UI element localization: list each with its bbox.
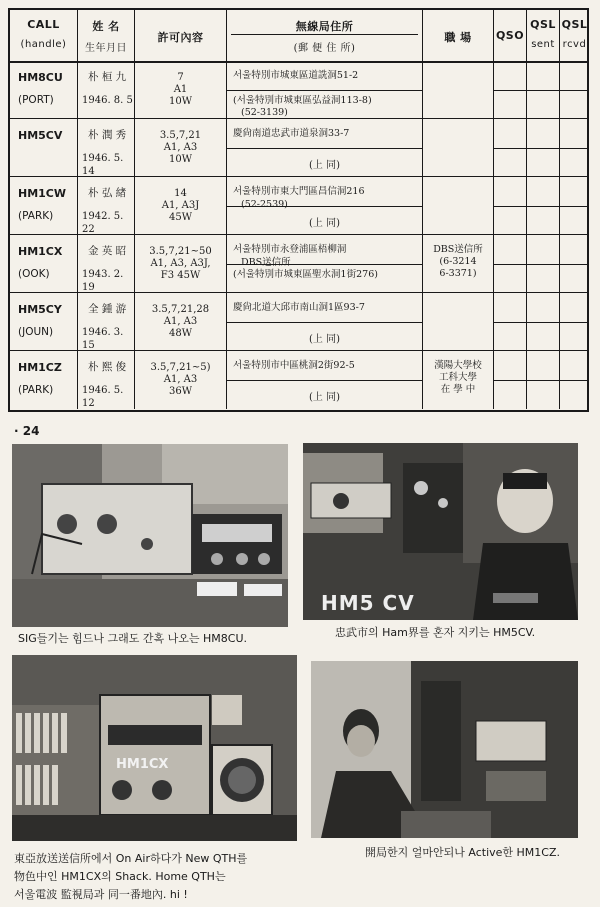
- permit-line: A1, A3: [163, 142, 198, 153]
- cell-work: [423, 119, 494, 176]
- permit-line: 36W: [168, 386, 192, 397]
- callsign: HM1CZ: [18, 361, 62, 374]
- birth-date: 1942. 5. 22: [82, 211, 124, 235]
- photo-hm1cz-operator: [311, 661, 578, 838]
- postal-address: (上 同): [309, 392, 340, 403]
- birth-date: 1946. 5. 14: [82, 153, 124, 177]
- cell-permit: [135, 293, 227, 350]
- work-line: 工科大學: [438, 372, 477, 383]
- work-line: 6-3371): [439, 268, 477, 279]
- cell-address: [227, 119, 423, 176]
- postal-address: (上 同): [309, 218, 340, 229]
- cell-call: [10, 177, 78, 234]
- station-address: 慶尙南道忠武市道泉洞33-7: [233, 128, 350, 139]
- table-header: [10, 10, 587, 63]
- header-call: CALL (handle): [10, 10, 78, 61]
- station-address: 서울特別市東大門區昌信洞216: [233, 186, 365, 197]
- cell-name: [78, 119, 135, 176]
- cell-call: [10, 351, 78, 409]
- cell-qsl: [560, 119, 589, 176]
- table-row: [10, 293, 587, 351]
- operator-name: 全 鍾 游: [88, 303, 127, 315]
- work-line: 在 學 中: [440, 384, 476, 395]
- cell-address: [227, 351, 423, 409]
- permit-line: 3.5,7,21~5): [150, 362, 211, 373]
- cell-qsl: [494, 235, 527, 292]
- cell-qsl: [494, 61, 527, 118]
- cell-permit: [135, 119, 227, 176]
- station-address-sub: DBS送信所: [241, 257, 291, 268]
- cell-address: [227, 177, 423, 234]
- cell-qsl: [527, 119, 560, 176]
- caption-hm1cx-line3: 서울電波 監視局과 同一番地內. hi !: [14, 888, 188, 901]
- callsign: HM1CX: [18, 245, 63, 258]
- table-row: [10, 235, 587, 293]
- cell-call: [10, 119, 78, 176]
- permit-line: 45W: [168, 212, 192, 223]
- photo-hm8cu-shack: [12, 444, 288, 627]
- permit-line: A1, A3, A3J,: [150, 258, 211, 269]
- header-address: 無線局住所 (郵 便 住 所): [227, 10, 423, 61]
- photo-hm1cx-shack: [12, 655, 297, 841]
- cell-qsl: [494, 351, 527, 409]
- callsign: HM1CW: [18, 187, 67, 200]
- cell-qsl: [527, 293, 560, 350]
- station-address: 慶尙北道大邱市南山洞1區93-7: [233, 302, 365, 313]
- caption-hm1cx-line1: 東亞放送送信所에서 On Air하다가 New QTH를: [14, 852, 248, 865]
- cell-work: [423, 235, 494, 292]
- birth-date: 1943. 2. 19: [82, 269, 124, 293]
- photo-hm8cu-image: [12, 444, 288, 627]
- permit-line: A1, A3: [163, 316, 198, 327]
- page-number: · 24: [14, 424, 40, 438]
- callsign-table: [8, 8, 589, 412]
- photo-hm1cx-image: [12, 655, 297, 841]
- operator-name: 朴 潤 秀: [88, 129, 127, 141]
- postal-address: (上 同): [309, 334, 340, 345]
- operator-name: 朴 熙 俊: [88, 361, 127, 373]
- cell-qsl: [560, 61, 589, 118]
- permit-line: 3.5,7,21~50: [149, 246, 212, 257]
- operator-name: 金 英 昭: [88, 245, 127, 257]
- postal-address: (上 同): [309, 160, 340, 171]
- permit-line: A1: [173, 84, 188, 95]
- cell-qsl: [560, 177, 589, 234]
- header-qsl-rcvd: QSL rcvd: [561, 18, 588, 50]
- cell-work: [423, 293, 494, 350]
- handle: (PORT): [18, 94, 54, 106]
- work-line: 漢陽大學校: [434, 360, 482, 371]
- station-address: 서울特別市中區桃洞2街92-5: [233, 360, 355, 371]
- cell-qsl: [560, 351, 589, 409]
- handle: (JOUN): [18, 326, 54, 338]
- birth-date: 1946. 5. 12: [82, 385, 124, 409]
- permit-line: 48W: [168, 328, 192, 339]
- cell-permit: [135, 177, 227, 234]
- station-address-sub: (52-2539): [241, 199, 288, 210]
- cell-permit: [135, 351, 227, 409]
- cell-name: [78, 351, 135, 409]
- callsign: HM5CY: [18, 303, 62, 316]
- handle: (PARK): [18, 384, 54, 396]
- cell-qsl: [527, 61, 560, 118]
- permit-line: A1, A3: [163, 374, 198, 385]
- cell-qsl: [494, 177, 527, 234]
- cell-qsl: [560, 235, 589, 292]
- table-row: [10, 119, 587, 177]
- cell-permit: [135, 61, 227, 118]
- cell-name: [78, 177, 135, 234]
- cell-work: [423, 177, 494, 234]
- postal-address: (서울特別市城東區弘益洞113-8): [233, 95, 372, 106]
- photo-hm5cv-operator: [303, 443, 578, 620]
- hm5cv-overlay-text: HM5 CV: [321, 591, 415, 615]
- table-row: [10, 61, 587, 119]
- table-row: [10, 351, 587, 409]
- permit-line: 3.5,7,21,28: [151, 304, 210, 315]
- hm1cx-overlay-text: HM1CX: [116, 757, 169, 772]
- table-row: [10, 177, 587, 235]
- header-permit: 許可內容: [135, 10, 227, 61]
- cell-address: [227, 61, 423, 118]
- cell-qsl: [560, 293, 589, 350]
- permit-line: 7: [177, 72, 184, 83]
- operator-name: 朴 弘 緖: [88, 187, 127, 199]
- cell-qsl: [494, 119, 527, 176]
- cell-call: [10, 235, 78, 292]
- permit-line: 3.5,7,21: [159, 130, 202, 141]
- caption-hm5cv: 忠武市의 Ham界를 혼자 지키는 HM5CV.: [335, 626, 536, 639]
- table-body: [10, 61, 587, 410]
- photo-hm1cz-image: [311, 661, 578, 838]
- permit-line: 14: [174, 188, 187, 199]
- cell-call: [10, 61, 78, 118]
- handle: (PARK): [18, 210, 54, 222]
- caption-hm8cu: SIG들기는 힘드나 그래도 간혹 나오는 HM8CU.: [18, 632, 247, 645]
- cell-work: [423, 351, 494, 409]
- permit-line: 10W: [168, 96, 192, 107]
- operator-name: 朴 桓 九: [88, 71, 127, 83]
- birth-date: 1946. 3. 15: [82, 327, 124, 351]
- cell-qsl: [494, 293, 527, 350]
- postal-address: (서울特別市城東區聖水洞1街276): [233, 269, 378, 280]
- cell-work: [423, 61, 494, 118]
- permit-line: 10W: [168, 154, 192, 165]
- cell-qsl: [527, 177, 560, 234]
- cell-call: [10, 293, 78, 350]
- station-address: 서울特別市城東區道詵洞51-2: [233, 70, 359, 81]
- cell-address: [227, 293, 423, 350]
- callsign: HM8CU: [18, 71, 63, 84]
- callsign: HM5CV: [18, 129, 63, 142]
- caption-hm1cx-line2: 物色中인 HM1CX의 Shack. Home QTH는: [14, 870, 226, 883]
- header-qso: QSO: [494, 10, 527, 61]
- cell-name: [78, 235, 135, 292]
- permit-line: F3 45W: [160, 270, 201, 281]
- permit-line: A1, A3J: [161, 200, 200, 211]
- cell-qsl: [527, 235, 560, 292]
- header-work: 職 場: [423, 10, 494, 61]
- postal-phone: (52-3139): [241, 107, 288, 118]
- work-line: DBS送信所: [433, 244, 483, 255]
- birth-date: 1946. 8. 5: [82, 95, 133, 106]
- header-name: 姓 名 生年月日: [78, 10, 135, 61]
- handle: (OOK): [18, 268, 50, 280]
- cell-name: [78, 293, 135, 350]
- cell-name: [78, 61, 135, 118]
- header-qsl-sent: QSL sent: [527, 10, 560, 61]
- cell-permit: [135, 235, 227, 292]
- station-address: 서울特別市永登浦區梧柳洞: [233, 244, 347, 255]
- cell-qsl: [527, 351, 560, 409]
- caption-hm1cz: 開局한지 얼마안되나 Active한 HM1CZ.: [365, 846, 560, 859]
- work-line: (6-3214: [439, 256, 477, 267]
- cell-address: [227, 235, 423, 292]
